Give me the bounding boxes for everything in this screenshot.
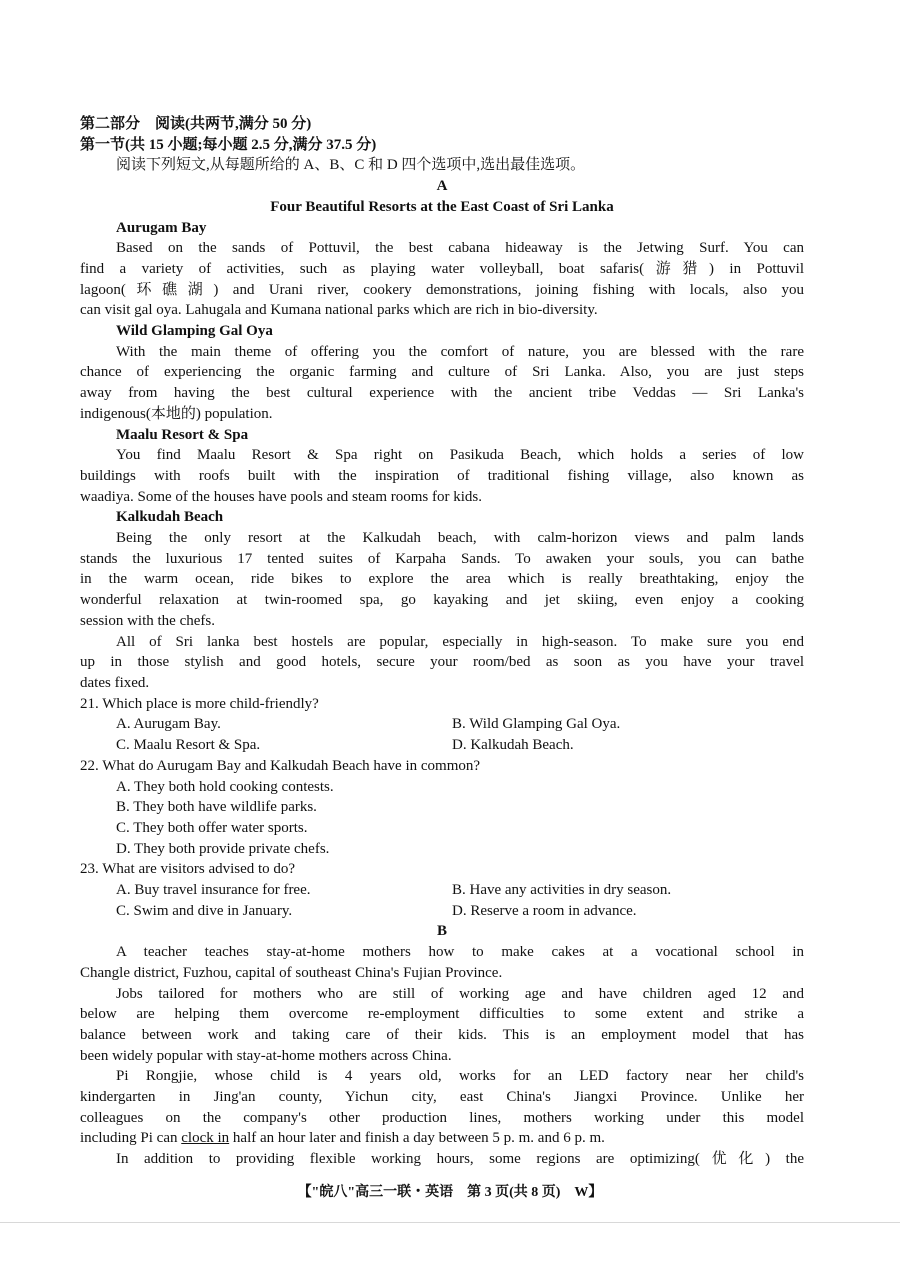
reading-instruction: 阅读下列短文,从每题所给的 A、B、C 和 D 四个选项中,选出最佳选项。: [116, 157, 586, 174]
text-line: wonderful relaxation at twin-roomed spa, go kayaking and jet skiing, even enjoy a cooking: [80, 592, 804, 609]
text-line: chance of experiencing the organic farming and culture of Sri Lanka. Also, you are just steps: [80, 364, 804, 381]
text-line: Jobs tailored for mothers who are still of working age and have children aged 12 and: [116, 985, 804, 1002]
passage-a-title: Four Beautiful Resorts at the East Coast of Sri Lanka: [270, 198, 614, 215]
heading-aurugam-bay: Aurugam Bay: [116, 219, 207, 236]
option-23-a: A. Buy travel insurance for free.: [116, 882, 311, 899]
text-line: You find Maalu Resort & Spa right on Pasikuda Beach, which holds a series of low: [116, 447, 804, 464]
footer-rule: [0, 1222, 900, 1223]
page-footer: 【"皖八"高三一联・英语 第 3 页(共 8 页) W】: [297, 1185, 603, 1200]
question-23: 23. What are visitors advised to do?: [80, 861, 296, 878]
text-line: In addition to providing flexible working hours, some regions are optimizing(优化) the: [116, 1151, 804, 1168]
heading-wild-glamping: Wild Glamping Gal Oya: [116, 323, 273, 340]
text-line: lagoon(环礁湖) and Urani river, cookery demonstrations, joining fishing with locals, also you: [80, 281, 804, 298]
text-line: Being the only resort at the Kalkudah beach, with calm-horizon views and palm lands: [116, 530, 804, 547]
text-line: away from having the best cultural experience with the ancient tribe Veddas — Sri Lanka's: [80, 385, 804, 402]
question-22: 22. What do Aurugam Bay and Kalkudah Beach have in common?: [80, 757, 481, 774]
text-line: Based on the sands of Pottuvil, the best cabana hideaway is the Jetwing Surf. You can: [116, 240, 804, 257]
part-title: 第二部分 阅读(共两节,满分 50 分): [80, 116, 312, 132]
question-23-options-row-1: [80, 880, 804, 901]
text-segment: half an hour later and finish a day between 5 p. m. and 6 p. m.: [229, 1130, 605, 1147]
option-21-c: C. Maalu Resort & Spa.: [116, 737, 261, 754]
option-21-a: A. Aurugam Bay.: [116, 716, 221, 733]
passage-b-letter: B: [436, 923, 447, 940]
text-line: in the warm ocean, ride bikes to explore the area which is really breathtaking, enjoy the: [80, 571, 804, 588]
text-line: All of Sri lanka best hostels are popular, especially in high-season. To make sure you end: [116, 633, 804, 650]
question-23-options-row-2: [80, 901, 804, 922]
option-23-d: D. Reserve a room in advance.: [452, 902, 637, 919]
text-line: colleagues on the company's other production lines, mothers working under this model: [80, 1109, 804, 1126]
text-line: Changle district, Fuzhou, capital of southeast China's Fujian Province.: [80, 964, 503, 981]
text-line: find a variety of activities, such as playing water volleyball, boat safaris(游猎) in Pottuvil: [80, 260, 804, 277]
underlined-phrase: clock in: [181, 1130, 230, 1147]
text-line: kindergarten in Jing'an county, Yichun city, east China's Jiangxi Province. Unlike her: [80, 1089, 804, 1106]
option-22-d: D. They both provide private chefs.: [116, 840, 330, 857]
heading-kalkudah-beach: Kalkudah Beach: [116, 509, 224, 526]
option-21-d: D. Kalkudah Beach.: [452, 737, 574, 754]
text-line: stands the luxurious 17 tented suites of Karpaha Sands. To awaken your souls, you can bathe: [80, 550, 804, 567]
heading-maalu-resort: Maalu Resort & Spa: [116, 426, 249, 443]
option-23-b: B. Have any activities in dry season.: [452, 882, 672, 899]
text-line: below are helping them overcome re-employment difficulties to some extent and strike a: [80, 1006, 804, 1023]
option-23-c: C. Swim and dive in January.: [116, 902, 293, 919]
text-line: With the main theme of offering you the comfort of nature, you are blessed with the rare: [116, 343, 804, 360]
text-line: up in those stylish and good hotels, secure your room/bed as soon as you have your travel: [80, 654, 804, 671]
question-21-options-row-1: [80, 714, 804, 735]
text-segment: including Pi can: [80, 1130, 182, 1147]
option-22-c: C. They both offer water sports.: [116, 819, 308, 836]
option-22-a: A. They both hold cooking contests.: [116, 778, 334, 795]
text-line-with-underline: [80, 1128, 804, 1149]
text-line: buildings with roofs built with the inspiration of traditional fishing village, also known as: [80, 467, 804, 484]
text-line: waadiya. Some of the houses have pools and steam rooms for kids.: [80, 488, 483, 505]
text-line: dates fixed.: [80, 674, 150, 691]
section-subtitle: 第一节(共 15 小题;每小题 2.5 分,满分 37.5 分): [80, 136, 377, 153]
option-21-b: B. Wild Glamping Gal Oya.: [452, 716, 621, 733]
text-line: balance between work and taking care of their kids. This is an employment model that has: [80, 1026, 804, 1043]
text-line: A teacher teaches stay-at-home mothers how to make cakes at a vocational school in: [116, 944, 804, 961]
option-22-b: B. They both have wildlife parks.: [116, 799, 317, 816]
text-line: session with the chefs.: [80, 612, 215, 629]
question-21: 21. Which place is more child-friendly?: [80, 695, 319, 712]
page-content: [80, 114, 804, 1170]
text-line: Pi Rongjie, whose child is 4 years old, works for an LED factory near her child's: [116, 1068, 804, 1085]
text-line: indigenous(本地的) population.: [80, 405, 273, 422]
passage-a-letter: A: [436, 178, 448, 195]
text-line: been widely popular with stay-at-home mothers across China.: [80, 1047, 452, 1064]
text-line: can visit gal oya. Lahugala and Kumana national parks which are rich in bio-diversity.: [80, 302, 598, 319]
question-21-options-row-2: [80, 735, 804, 756]
